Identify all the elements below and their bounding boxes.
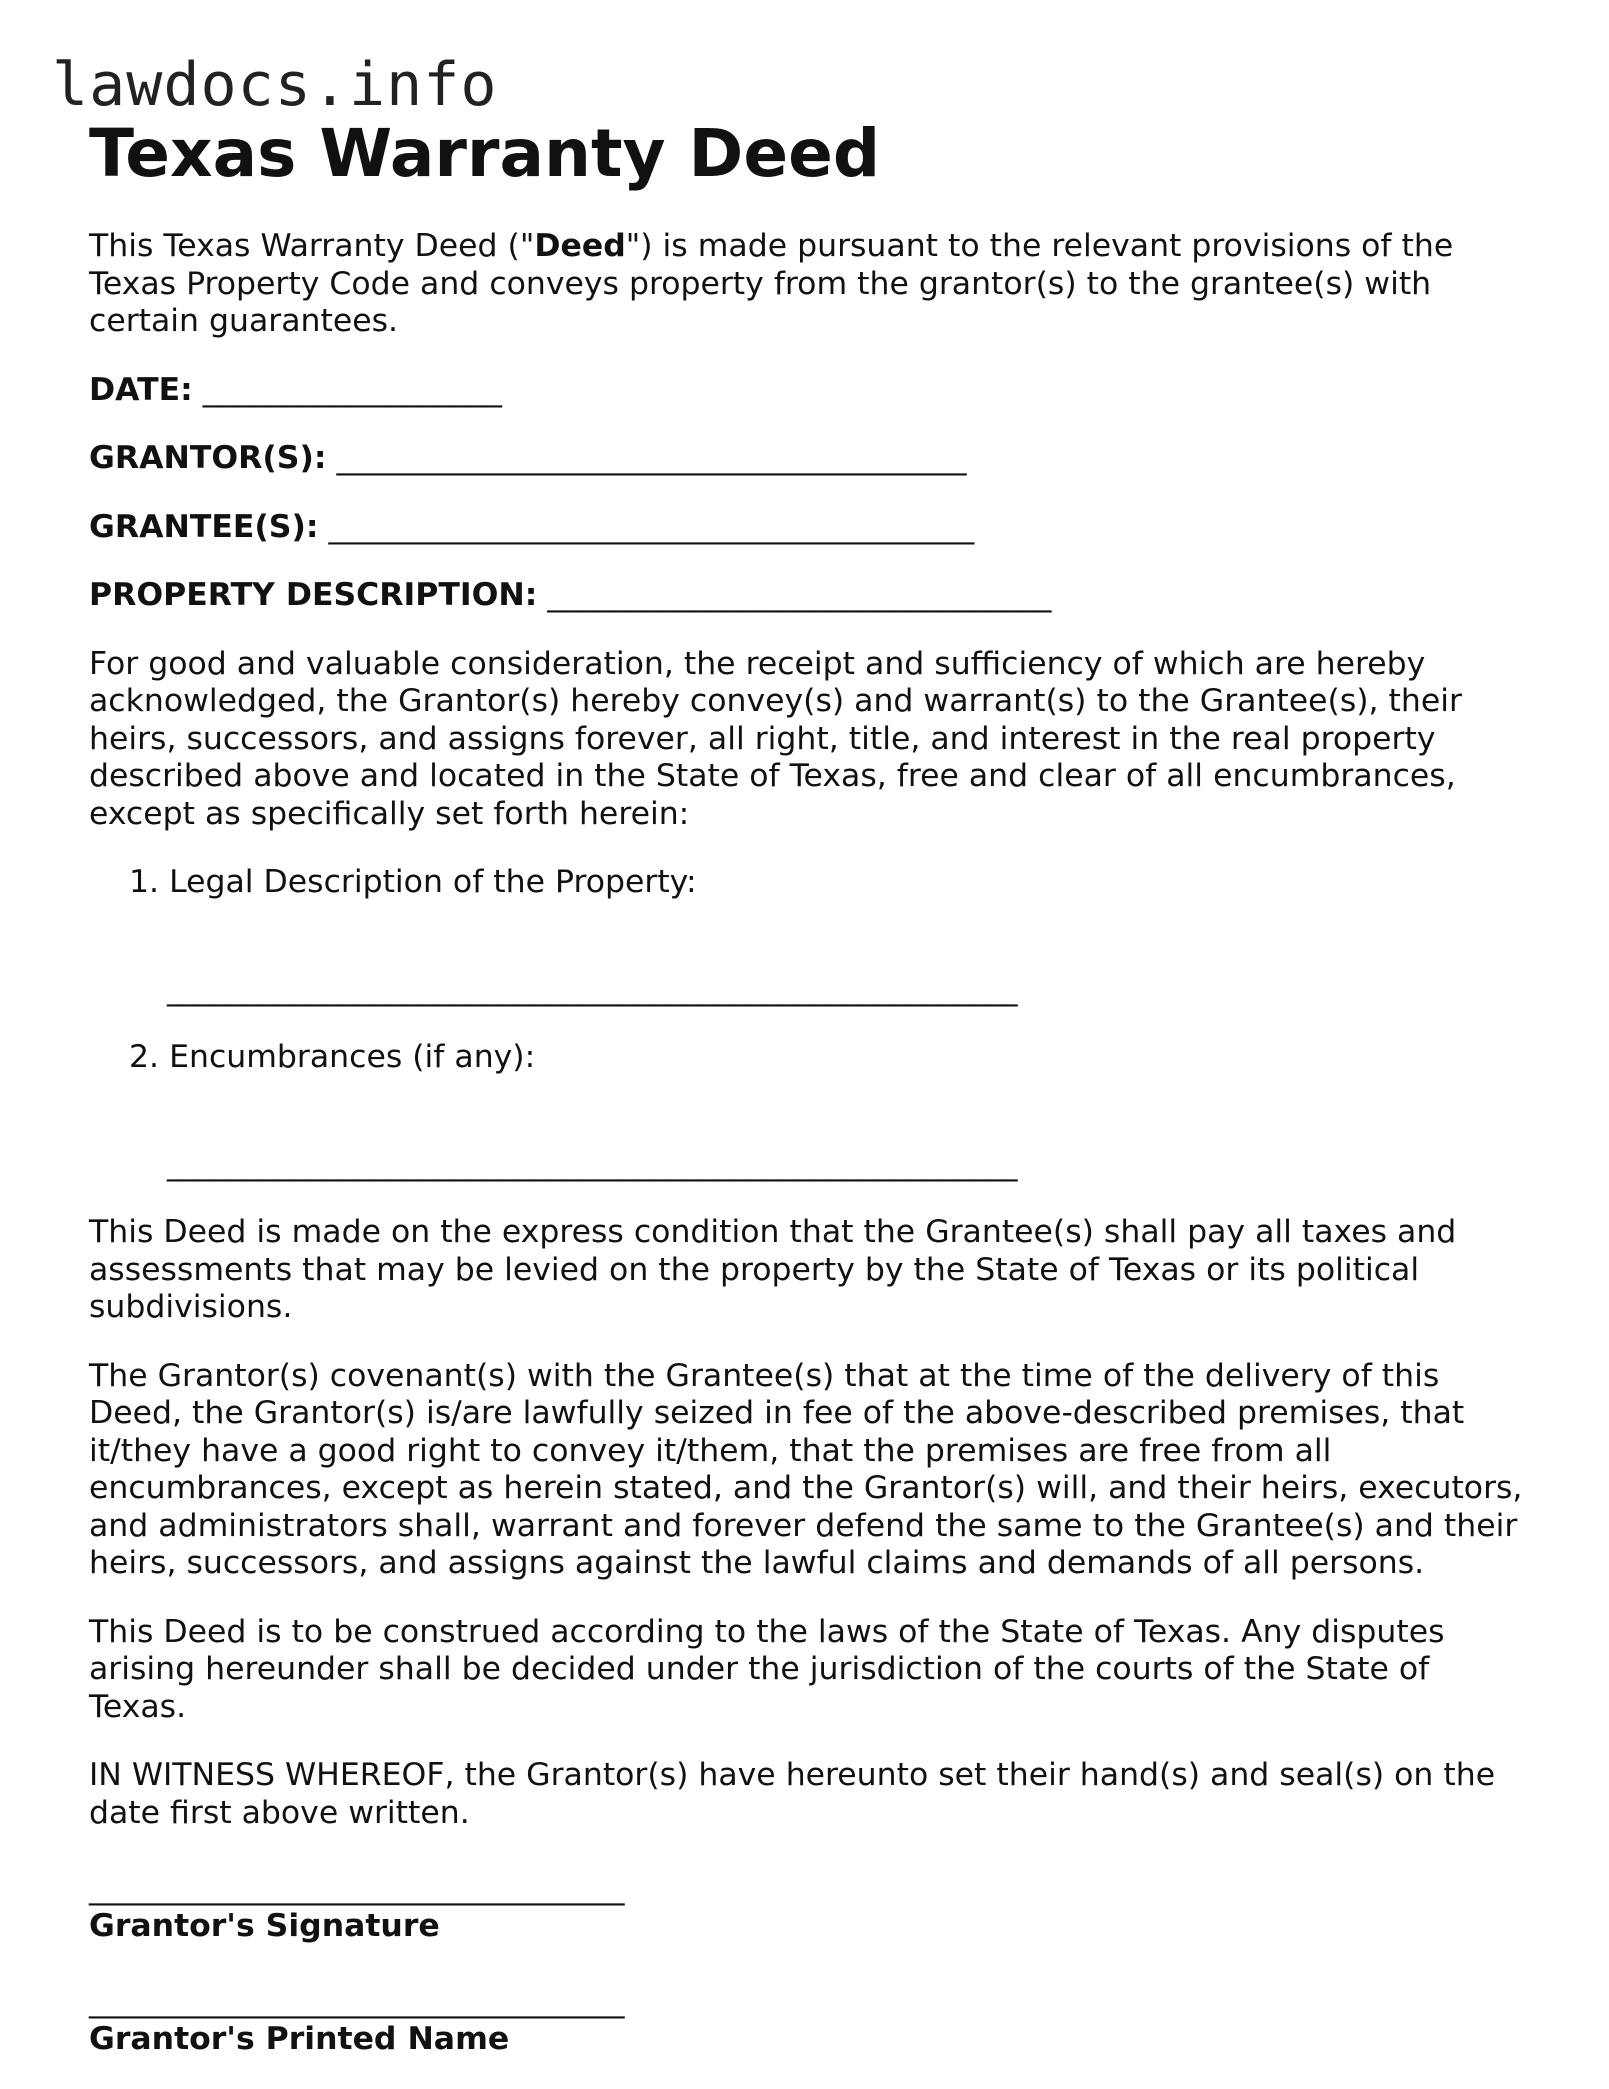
consideration-paragraph: For good and valuable consideration, the receipt and sufficiency of which are hereby acknowledged, the Grantor(s) hereby convey(s) and warrant(s) to the Grantee(s), their heirs, successors, and assigns forever, all right, title, and interest in the real property described above and located in the State of Texas, free and clear of all encumbrances, except as specifically set forth herein: — [89, 645, 1462, 832]
grantees-blank[interactable]: _________________________________________ — [328, 508, 975, 545]
intro-prefix: This Texas Warranty Deed (" — [89, 228, 535, 264]
taxes-paragraph: This Deed is made on the express condition that the Grantee(s) shall pay all taxes and assessments that may be levied on the property by the State of Texas or its political subdivisions. — [89, 1214, 1457, 1325]
signature-label: Grantor's Signature — [89, 1907, 440, 1944]
property-description-blank[interactable]: ________________________________ — [547, 577, 1052, 613]
date-field — [89, 372, 1529, 410]
intro-deed-term: Deed — [534, 228, 626, 264]
governing-law-paragraph: This Deed is to be construed according to the laws of the State of Texas. Any disputes arising hereunder shall be decided under the jurisdiction of the courts of the State of Texas. — [89, 1613, 1445, 1725]
list-item-number: 2. — [129, 1039, 160, 1075]
site-watermark: lawdocs.info — [52, 50, 498, 120]
grantees-field — [89, 509, 1529, 547]
signature-line[interactable]: __________________________________ — [89, 1870, 625, 1906]
date-blank[interactable]: ___________________ — [202, 371, 502, 408]
intro-suffix: ") is made pursuant to the relevant provisions of the Texas Property Code and conveys property from the grantor(s) to the grantee(s) with certain guarantees. — [89, 228, 1454, 339]
property-description-field — [89, 577, 1529, 615]
legal-description-blank[interactable]: ______________________________________________________ — [167, 970, 1018, 1007]
date-label: DATE: — [89, 371, 193, 408]
grantors-blank[interactable]: ________________________________________ — [336, 440, 967, 476]
list-item-text: Encumbrances (if any): — [169, 1039, 536, 1075]
list-item-encumbrances — [129, 1039, 1529, 1077]
list-item-legal-description — [129, 864, 1529, 902]
grantees-label: GRANTEE(S): — [89, 508, 319, 545]
document-title: Texas Warranty Deed — [89, 115, 881, 192]
witness-paragraph: IN WITNESS WHEREOF, the Grantor(s) have hereunto set their hand(s) and seal(s) on the date first above written. — [89, 1757, 1496, 1831]
grantors-field — [89, 440, 1529, 478]
intro-paragraph — [89, 228, 1529, 341]
covenant-paragraph: The Grantor(s) covenant(s) with the Grantee(s) that at the time of the delivery of this Deed, the Grantor(s) is/are lawfully seized in fee of the above-described premises, that it/they have a good right to convey it/them, that the premises are free from all encumbrances, except as herein stated, and the Grantor(s) will, and their heirs, executors, and administrators shall, warrant and forever defend the same to the Grantee(s) and their heirs, successors, and assigns against the lawful claims and demands of all persons. — [89, 1357, 1523, 1581]
encumbrances-blank[interactable]: ______________________________________________________ — [167, 1145, 1018, 1182]
list-item-text: Legal Description of the Property: — [169, 864, 697, 900]
printed-name-line[interactable]: __________________________________ — [89, 1983, 625, 2019]
printed-name-label: Grantor's Printed Name — [89, 2020, 510, 2057]
document-page — [89, 110, 1529, 2089]
grantors-label: GRANTOR(S): — [89, 440, 327, 476]
list-item-number: 1. — [129, 864, 160, 900]
property-description-label: PROPERTY DESCRIPTION: — [89, 577, 538, 613]
